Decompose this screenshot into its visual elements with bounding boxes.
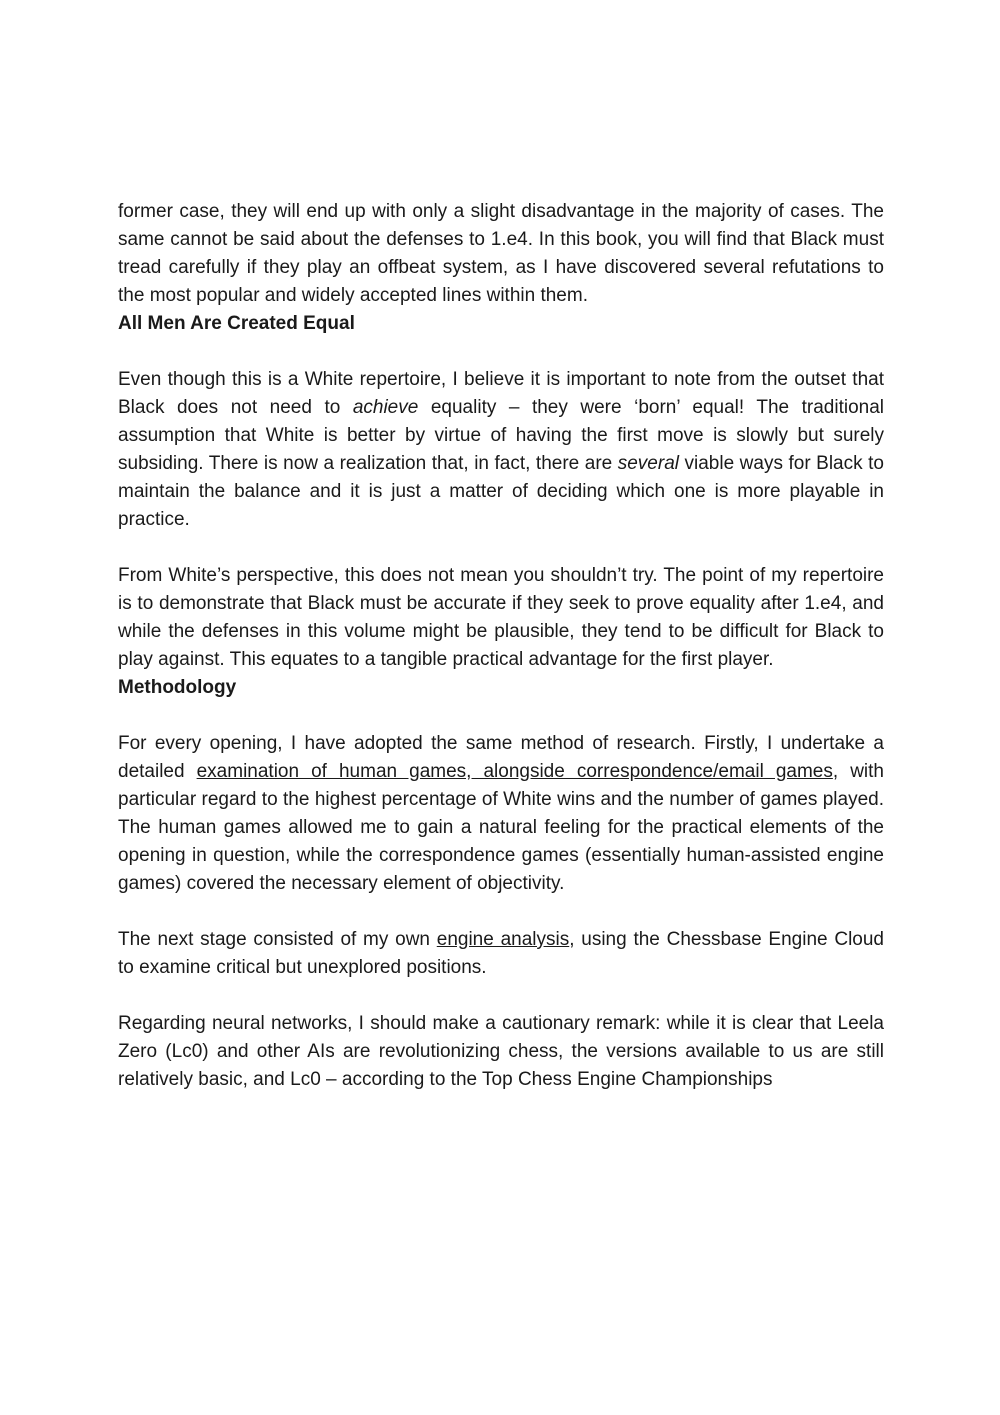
text-run: Even though this is a White repertoire, I believe it is important to note from the outset that Black does not need to bbox=[118, 369, 884, 418]
heading-all-men-equal: All Men Are Created Equal bbox=[118, 313, 355, 334]
text-run: , using the Chessbase Engine Cloud to examine critical but unexplored positions. bbox=[118, 929, 884, 978]
paragraph-former-case: former case, they will end up with only a slight disadvantage in the majority of cases. The same cannot be said about the defenses to 1.e4. In this book, you will find that Black must tread carefully if they play an offbeat system, as I have discovered several refutations to the most popular and widely accepted lines within them. bbox=[118, 201, 884, 306]
paragraph-research-method bbox=[118, 730, 884, 898]
text-run: equality – they were ‘born’ equal! The traditional assumption that White is better by virtue of having the first move is slowly but surely subsiding. There is now a realization that, in fact, there are bbox=[118, 397, 884, 474]
italic-several: several bbox=[617, 453, 679, 474]
heading-methodology: Methodology bbox=[118, 677, 237, 698]
text-run: viable ways for Black to maintain the balance and it is just a matter of deciding which one is more playable in practice. bbox=[118, 453, 884, 530]
text-run: For every opening, I have adopted the same method of research. Firstly, I undertake a detailed bbox=[118, 733, 884, 782]
underlined-engine-analysis: engine analysis bbox=[436, 929, 570, 950]
paragraph-neural-networks: Regarding neural networks, I should make a cautionary remark: while it is clear that Leela Zero (Lc0) and other AIs are revolutionizing chess, the versions available to us are still relatively basic, and Lc0 – according to the Top Chess Engine Championships bbox=[118, 1013, 884, 1090]
italic-achieve: achieve bbox=[352, 397, 419, 418]
text-run: The next stage consisted of my own bbox=[118, 929, 437, 950]
paragraph-white-repertoire bbox=[118, 366, 884, 534]
document-page bbox=[118, 198, 884, 1094]
underlined-human-games: examination of human games, alongside correspondence/email games bbox=[196, 761, 833, 782]
paragraph-whites-perspective: From White’s perspective, this does not mean you shouldn’t try. The point of my repertoire is to demonstrate that Black must be accurate if they seek to prove equality after 1.e4, and while the defenses in this volume might be plausible, they tend to be difficult for Black to play against. This equates to a tangible practical advantage for the first player. bbox=[118, 565, 884, 670]
text-run: , with particular regard to the highest percentage of White wins and the number of games played. The human games allowed me to gain a natural feeling for the practical elements of the opening in question, while the correspondence games (essentially human-assisted engine games) covered the necessary element of objectivity. bbox=[118, 761, 884, 894]
paragraph-next-stage bbox=[118, 926, 884, 982]
